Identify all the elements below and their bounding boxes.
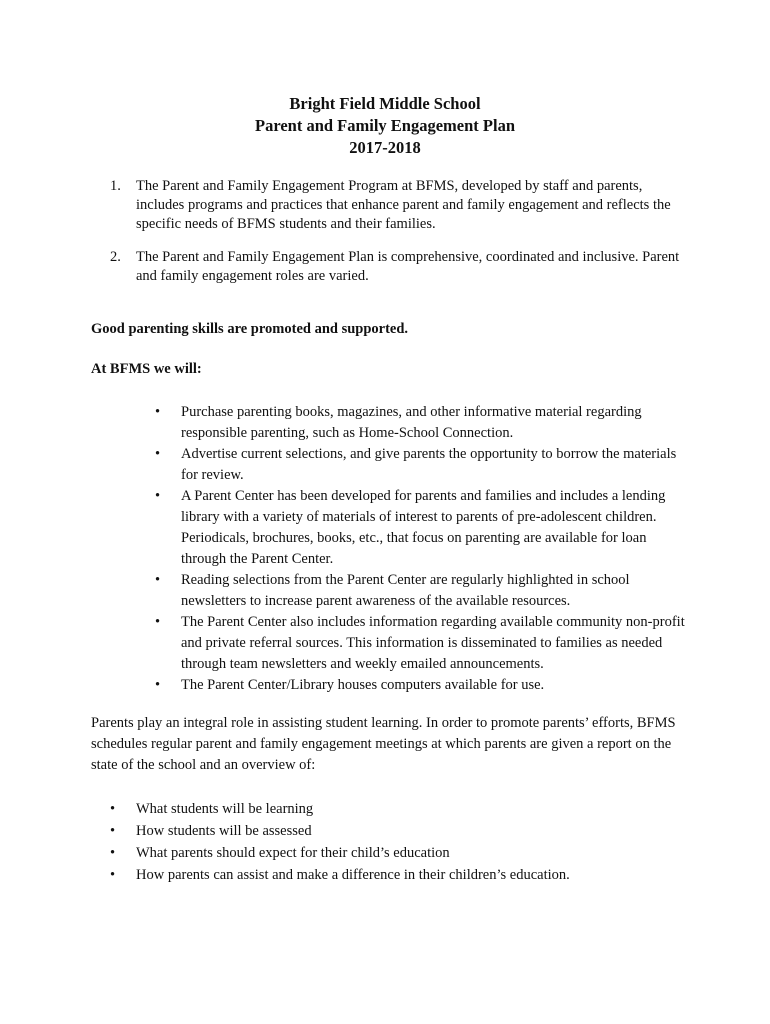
list-item xyxy=(110,842,670,864)
school-name: Bright Field Middle School xyxy=(289,94,481,113)
document-title xyxy=(0,93,770,159)
list-item-text: Advertise current selections, and give parents the opportunity to borrow the materials for review. xyxy=(181,446,677,483)
item-text: The Parent and Family Engagement Plan is comprehensive, coordinated and inclusive. Parent and family engagement roles are varied. xyxy=(136,249,680,284)
list-item-text: How parents can assist and make a difference in their children’s education. xyxy=(136,867,570,883)
section-heading-will: At BFMS we will: xyxy=(91,361,202,377)
list-item-text: Reading selections from the Parent Center are regularly highlighted in school newsletters to increase parent awareness of the available resources. xyxy=(181,572,630,609)
list-item xyxy=(155,612,695,675)
engagement-paragraph: Parents play an integral role in assisting student learning. In order to promote parents’ efforts, BFMS schedules regular parent and family engagement meetings at which parents are given a report on the state of the school and an overview of: xyxy=(91,715,676,773)
item-text: The Parent and Family Engagement Program at BFMS, developed by staff and parents, includes programs and practices that enhance parent and family engagement and reflects the specific needs of BFMS students and their families. xyxy=(136,178,671,232)
bullet-icon: • xyxy=(155,446,161,462)
list-item xyxy=(155,675,695,696)
list-item xyxy=(155,402,695,444)
bullet-icon: • xyxy=(155,488,161,504)
list-item-text: A Parent Center has been developed for parents and families and includes a lending library with a variety of materials of interest to parents of pre-adolescent children. Periodicals, brochures, books, etc., that focus on parenting are available for loan through the Parent Center. xyxy=(181,488,666,567)
list-item-text: What parents should expect for their child’s education xyxy=(136,845,450,861)
list-item xyxy=(155,486,695,570)
numbered-item xyxy=(110,177,690,234)
bullet-icon: • xyxy=(110,845,116,861)
overview-list xyxy=(110,798,670,886)
list-item-text: The Parent Center/Library houses computers available for use. xyxy=(181,677,545,693)
list-item-text: What students will be learning xyxy=(136,801,314,817)
school-year: 2017-2018 xyxy=(349,138,421,157)
list-item xyxy=(110,798,670,820)
numbered-item xyxy=(110,248,690,286)
bullet-icon: • xyxy=(155,677,161,693)
bullet-icon: • xyxy=(110,823,116,839)
list-item xyxy=(155,570,695,612)
section-heading-skills: Good parenting skills are promoted and supported. xyxy=(91,321,409,337)
list-item-text: Purchase parenting books, magazines, and other informative material regarding responsible parenting, such as Home-School Connection. xyxy=(181,404,642,441)
list-item xyxy=(110,864,670,886)
bullet-icon: • xyxy=(155,614,161,630)
bullet-icon: • xyxy=(155,404,161,420)
list-item xyxy=(155,444,695,486)
plan-title: Parent and Family Engagement Plan xyxy=(254,116,516,135)
list-item-text: How students will be assessed xyxy=(136,823,312,839)
list-item-text: The Parent Center also includes information regarding available community non-profit and private referral sources. This information is disseminated to families as needed through team newsletters and weekly emailed announcements. xyxy=(181,614,685,672)
bullet-icon: • xyxy=(110,867,116,883)
bullet-icon: • xyxy=(110,801,116,817)
list-item xyxy=(110,820,670,842)
item-number: 1. xyxy=(110,178,121,194)
bullet-icon: • xyxy=(155,572,161,588)
item-number: 2. xyxy=(110,249,121,265)
will-list xyxy=(155,402,695,696)
